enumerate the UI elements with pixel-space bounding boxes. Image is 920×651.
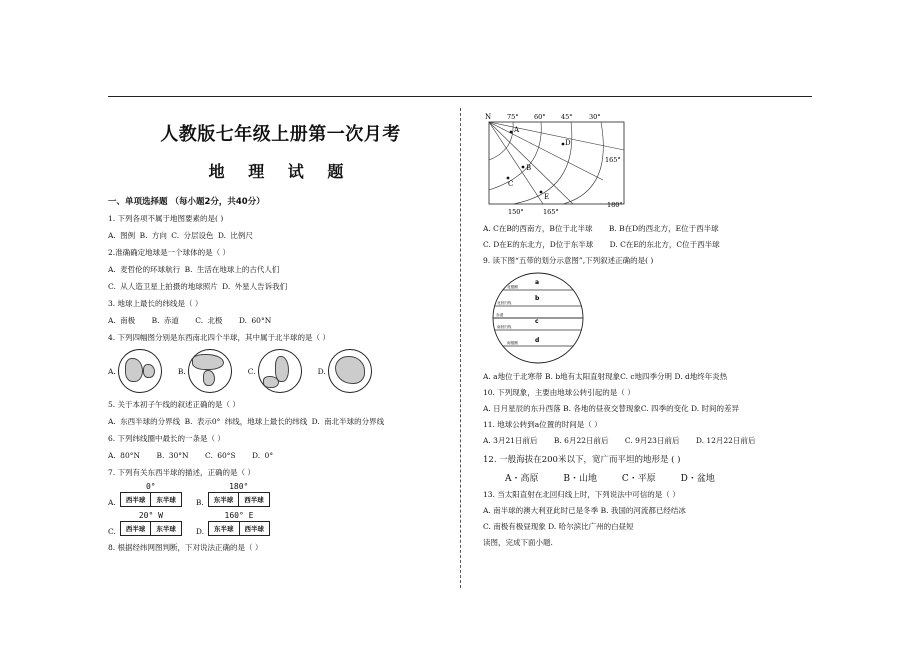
hemisphere-cell-right: 西半球 — [244, 496, 264, 504]
question-13-options-ab: A. 南半球的澳大利亚此时已是冬季 B. 我国的河流都已经结冰 — [483, 506, 686, 515]
option-label: B. — [195, 498, 204, 507]
question-6-options — [108, 451, 453, 461]
question-2-options-cd: C. 从人造卫星上拍摄的地球照片 D. 外星人告诉我们 — [108, 282, 288, 291]
point-label: A — [514, 126, 520, 134]
option-b: B. 6月22日前后 — [553, 436, 609, 445]
question-7: 7. 下列有关东西半球的描述，正确的是（ ） — [108, 468, 255, 477]
hemisphere-cell-left: 西半球 — [121, 493, 152, 506]
right-column — [483, 110, 813, 548]
option-b: B. 30°N — [156, 451, 189, 460]
point-label: C — [508, 180, 514, 188]
question-13-options-cd: C. 南极有极昼现象 D. 哈尔滨比广州的白昼短 — [483, 522, 634, 531]
option-d: D・盆地 — [680, 474, 715, 484]
option-c: C. D在E的东北方，D位于东半球 — [483, 240, 594, 249]
meridian-label: 180° — [229, 482, 249, 491]
globe-label-b: B. — [177, 366, 186, 376]
option-a: A. 3月21日前后 — [483, 436, 538, 445]
hemisphere-cell-left: 东半球 — [209, 493, 240, 506]
globe-icon — [118, 349, 162, 393]
column-divider — [460, 108, 461, 588]
option-c: C. 北极 — [195, 316, 223, 325]
left-column — [108, 112, 453, 553]
question-8: 8. 根据经纬网图判断，下对说法正确的是（ ） — [108, 543, 263, 552]
option-d: D. 60°N — [238, 316, 272, 325]
pole-label: N — [485, 113, 492, 121]
question-10: 10. 下列现象，主要由地球公转引起的是（ ） — [483, 388, 635, 397]
zone-line-label: 北极圈 — [507, 285, 518, 289]
question-2: 2.准确确定地球是一个球体的是（ ） — [108, 248, 231, 257]
option-a: A. 南极 — [108, 316, 136, 325]
hemisphere-cell-left: 东半球 — [209, 522, 240, 535]
five-zones-diagram — [483, 270, 593, 366]
option-d: D. C在E的东北方，C位于西半球 — [609, 240, 720, 249]
meridian-label: 20° W — [138, 511, 163, 520]
meridian-label: 0° — [145, 482, 156, 491]
page-subtitle: 地 理 试 题 — [208, 162, 353, 181]
page-title: 人教版七年级上册第一次月考 — [160, 124, 401, 145]
globe-option-c — [248, 349, 302, 393]
zone-label: a — [535, 279, 540, 286]
zone-line-label: 南极圈 — [507, 341, 518, 345]
globe-option-b — [178, 349, 232, 393]
hemisphere-option-b — [196, 482, 270, 507]
hemisphere-option-d — [196, 511, 270, 536]
question-11: 11. 地球公转到a位置的时间是（ ） — [483, 420, 602, 429]
bottom-label: 165° — [543, 208, 559, 216]
globe-option-d — [318, 349, 372, 393]
globe-icon — [258, 349, 302, 393]
option-label: D. — [195, 527, 204, 536]
question-12-options — [483, 471, 813, 484]
option-c: C. 9月23日前后 — [624, 436, 680, 445]
option-a: A. 80°N — [108, 451, 141, 460]
option-label: A. — [108, 498, 116, 507]
zone-line-label: 赤道 — [496, 313, 504, 317]
hemisphere-option-a — [108, 482, 182, 507]
top-label: 30° — [589, 113, 601, 121]
zone-label: b — [535, 295, 540, 302]
option-c: C・平原 — [621, 474, 656, 484]
question-5-options: A. 东西半球的分界线 B. 表示0° 纬线，地球上最长的纬线 D. 南北半球的分界线 — [108, 417, 385, 426]
option-b: B. B在D的西北方，E位于西半球 — [608, 224, 719, 233]
reading-instruction: 读图，完成下面小题. — [483, 538, 553, 547]
hemisphere-cell-right: 西半球 — [244, 525, 264, 533]
top-label: 60° — [534, 113, 546, 121]
hemisphere-cell-right: 东半球 — [156, 525, 176, 533]
hemisphere-options-row1 — [108, 482, 453, 507]
top-label: 75° — [507, 113, 519, 121]
globe-icon — [328, 349, 372, 393]
option-b: B. 赤道 — [151, 316, 179, 325]
graticule-diagram — [483, 110, 633, 218]
hemisphere-globes — [108, 349, 453, 393]
hemisphere-cell-left: 西半球 — [121, 522, 152, 535]
top-label: 45° — [561, 113, 573, 121]
question-5: 5. 关于本初子午线的叙述正确的是（ ） — [108, 400, 240, 409]
question-10-options: A. 日月星辰的东升西落 B. 各地的昼夜交替现象C. 四季的变化 D. 时间的差异 — [483, 404, 739, 413]
question-4: 4. 下列四幅图分别是东西南北四个半球，其中属于北半球的是（ ） — [108, 333, 330, 342]
hemisphere-option-c — [108, 511, 182, 536]
globe-label-c: C. — [247, 366, 256, 376]
question-1-options: A. 图例 B. 方向 C. 分层设色 D. 比例尺 — [108, 231, 253, 240]
hemisphere-cell-right: 东半球 — [156, 496, 176, 504]
question-8-options-cd — [483, 240, 813, 250]
hemisphere-options-row2 — [108, 511, 453, 536]
zone-label: d — [535, 337, 540, 344]
point-label: E — [544, 193, 550, 201]
globe-option-a — [108, 349, 162, 393]
option-a: A. C在B的西南方，B位于北半球 — [483, 224, 593, 233]
question-13: 13. 当太阳直射在北回归线上时，下列说法中可信的是（ ） — [483, 490, 680, 499]
question-1: 1. 下列各项不属于地图要素的是( ) — [108, 214, 224, 223]
option-c: C. 60°S — [204, 451, 236, 460]
option-label: C. — [108, 527, 116, 536]
globe-icon — [188, 349, 232, 393]
zone-label: c — [535, 318, 539, 325]
point-label: D — [565, 139, 571, 147]
question-12: 12. 一般海拔在200米以下，宽广而平坦的地形是 ( ) — [483, 455, 681, 465]
section-heading: 一、单项选择题 （每小题2分，共40分） — [108, 197, 265, 207]
question-3: 3. 地球上最长的纬线是（ ） — [108, 299, 203, 308]
option-d: D. 12月22日前后 — [695, 436, 756, 445]
question-6: 6. 下列纬线圈中最长的一条是（ ） — [108, 434, 225, 443]
question-8-options-ab — [483, 224, 813, 234]
bottom-label: 150° — [508, 208, 524, 216]
globe-label-a: A. — [108, 366, 116, 376]
meridian-label: 160° E — [224, 511, 254, 520]
question-9: 9. 读下图“五带的划分示意图”,下列叙述正确的是( ) — [483, 256, 654, 265]
globe-label-d: D. — [317, 366, 326, 376]
question-11-options — [483, 436, 813, 446]
option-d: D. 0° — [252, 451, 274, 460]
point-label: B — [526, 164, 532, 172]
question-3-options — [108, 316, 453, 326]
option-b: B・山地 — [563, 474, 597, 484]
zone-line-label: 南回归线 — [497, 325, 512, 329]
option-a: A・高原 — [505, 474, 539, 484]
question-2-options-ab: A. 麦哲伦的环球航行 B. 生活在地球上的古代人们 — [108, 265, 280, 274]
question-9-options: A. a地位于北寒带 B. b地有太阳直射现象C. c地四季分明 D. d地终年炎热 — [483, 372, 728, 381]
right-label: 165° — [605, 156, 621, 164]
header-rule — [108, 96, 812, 97]
right-label: 180° — [607, 201, 623, 209]
zone-line-label: 北回归线 — [497, 301, 512, 305]
